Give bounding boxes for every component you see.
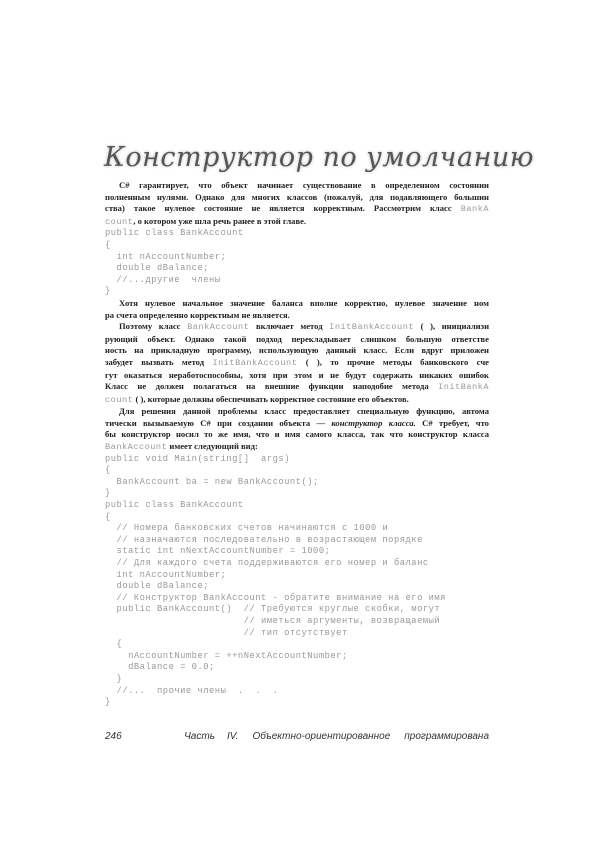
- text-line: [105, 381, 489, 394]
- code-fragment: public class BankAccount: [105, 500, 244, 511]
- text-fragment: ства) такое нулевое состояние не является корректным. Рассмотрим класс: [105, 203, 461, 214]
- code-fragment: {: [105, 239, 111, 250]
- code-fragment: // Конструктор BankAccount - обратите внимание на его имя: [105, 592, 446, 603]
- code-line: [105, 454, 489, 466]
- text-fragment: забудет вызвать метод: [105, 356, 213, 367]
- text-fragment: , о котором уже шла речь ранее в этой главе.: [133, 215, 307, 226]
- code-line: [105, 512, 489, 524]
- code-line: [105, 604, 489, 616]
- text-line: [105, 310, 489, 322]
- text-fragment: ность на прикладную программу, использующую данный класс. Если вдруг приложен: [105, 345, 489, 356]
- code-line: [105, 570, 489, 582]
- code-fragment: int nAccountNumber;: [105, 251, 227, 262]
- text-fragment: C# гарантирует, что объект начинает существование в определенном состоянии: [119, 180, 489, 190]
- text-fragment: ( ), которые должны обеспечивать корректное состояние его объектов.: [133, 393, 409, 404]
- code-line: [105, 263, 489, 275]
- code-fragment: static int nNextAccountNumber = 1000;: [105, 546, 331, 557]
- code-fragment: }: [105, 488, 111, 499]
- text-fragment: Класс не должен полагаться на внешние функции наподобие метода: [105, 381, 439, 392]
- text-fragment: полненным нулями. Однако для многих классов (пожалуй, для подавляющего большин: [105, 191, 489, 202]
- code-fragment: // назначаются последовательно в возрастающем порядке: [105, 534, 423, 545]
- text-line: [105, 321, 489, 334]
- text-line: [105, 357, 489, 370]
- code-fragment: BankA: [460, 204, 489, 215]
- code-line: [105, 252, 489, 264]
- code-fragment: nAccountNumber = ++nNextAccountNumber;: [105, 650, 348, 661]
- code-fragment: count: [105, 394, 134, 405]
- text-line: [105, 334, 489, 346]
- code-line: [105, 674, 489, 686]
- code-fragment: }: [105, 697, 111, 708]
- text-line: [105, 441, 489, 454]
- code-fragment: // тип отсутствует: [105, 627, 348, 638]
- emphasis-term: конструктор класса.: [331, 417, 416, 428]
- text-fragment: Для решения данной проблемы класс предоставляет специальную функцию, автома: [119, 406, 489, 417]
- code-fragment: BankAccount: [105, 442, 168, 453]
- code-line: [105, 651, 489, 663]
- page-body: [105, 180, 489, 709]
- text-fragment: Поэтому класс: [119, 321, 188, 332]
- text-line: [105, 192, 489, 204]
- text-line: [105, 370, 489, 382]
- page-footer: [105, 731, 489, 742]
- text-fragment: включает метод: [249, 321, 330, 332]
- text-fragment: ( ), то прочие методы банковского сче: [297, 356, 489, 367]
- code-fragment: {: [105, 465, 111, 476]
- code-fragment: BankAccount: [187, 322, 250, 333]
- code-line: [105, 500, 489, 512]
- text-fragment: гут оказаться неработоспособны, хотя при этом и не будут содержать никаких ошибок: [105, 369, 489, 380]
- section-heading: Конструктор по умолчанию: [104, 142, 535, 173]
- code-line: [105, 639, 489, 651]
- text-line: [105, 418, 489, 430]
- code-line: [105, 581, 489, 593]
- code-line: [105, 228, 489, 240]
- code-fragment: double dBalance;: [105, 581, 210, 592]
- code-fragment: {: [105, 511, 111, 522]
- code-line: [105, 546, 489, 558]
- page-number: 246: [105, 730, 122, 742]
- text-fragment: ( ), инициализи: [414, 321, 490, 332]
- code-fragment: public BankAccount() // Требуются круглые скобки, могут: [105, 604, 441, 615]
- code-line: [105, 477, 489, 489]
- code-fragment: }: [105, 673, 123, 684]
- code-fragment: InitBankA: [438, 382, 489, 393]
- code-line: [105, 628, 489, 640]
- page-column: [105, 180, 489, 742]
- code-line: [105, 686, 489, 698]
- code-fragment: {: [105, 639, 123, 650]
- code-line: [105, 558, 489, 570]
- code-fragment: }: [105, 286, 111, 297]
- code-fragment: // иметься аргументы, возвращаемый: [105, 615, 441, 626]
- code-line: [105, 697, 489, 709]
- text-line: [105, 345, 489, 357]
- code-line: [105, 535, 489, 547]
- code-fragment: int nAccountNumber;: [105, 569, 227, 580]
- code-line: [105, 275, 489, 287]
- text-fragment: Хотя нулевое начальное значение баланса вполне корректно, нулевое значение ном: [119, 297, 489, 308]
- code-fragment: double dBalance;: [105, 263, 210, 274]
- code-line: [105, 240, 489, 252]
- code-fragment: dBalance = 0.0;: [105, 662, 215, 673]
- part-label: Часть: [184, 730, 215, 742]
- code-fragment: // Для каждого счета поддерживаются его номер и баланс: [105, 558, 429, 568]
- text-line: [105, 394, 489, 407]
- code-line: [105, 616, 489, 628]
- code-line: [105, 523, 489, 535]
- code-line: [105, 465, 489, 477]
- code-fragment: BankAccount ba = new BankAccount();: [105, 476, 319, 487]
- text-fragment: тически вызываемую C# при создании объекта —: [105, 417, 332, 428]
- text-fragment: ра счета определенно корректным не является.: [105, 309, 290, 320]
- code-line: [105, 488, 489, 500]
- text-line: [105, 216, 489, 229]
- code-fragment: public void Main(string[] args): [105, 453, 290, 464]
- code-line: [105, 286, 489, 298]
- part-number: IV.: [226, 730, 239, 742]
- code-fragment: InitBankAccount: [329, 322, 415, 333]
- text-line: [105, 180, 489, 192]
- code-fragment: count: [105, 216, 134, 227]
- code-fragment: //... прочие члены . . .: [105, 685, 279, 696]
- text-fragment: рующий объект. Однако такой подход перекладывает слишком большую ответстве: [105, 333, 489, 344]
- text-fragment: бы конструктор носил то же имя, что и имя самого класса, так что конструктор класса: [105, 429, 489, 440]
- text-line: [105, 429, 489, 441]
- part-title-cont: программирована: [404, 730, 489, 742]
- part-title: Объектно-ориентированное: [252, 730, 391, 742]
- code-fragment: //...другие члены: [105, 274, 221, 285]
- text-line: [105, 298, 489, 310]
- code-fragment: public class BankAccount: [105, 228, 244, 239]
- code-line: [105, 662, 489, 674]
- text-line: [105, 203, 489, 216]
- text-line: [105, 406, 489, 418]
- text-fragment: C# требует, что: [415, 417, 489, 428]
- code-line: [105, 593, 489, 605]
- text-fragment: имеет следующий вид:: [167, 441, 258, 452]
- code-fragment: // Номера банковских счетов начинаются с 1000 и: [105, 523, 389, 534]
- code-fragment: InitBankAccount: [212, 357, 298, 368]
